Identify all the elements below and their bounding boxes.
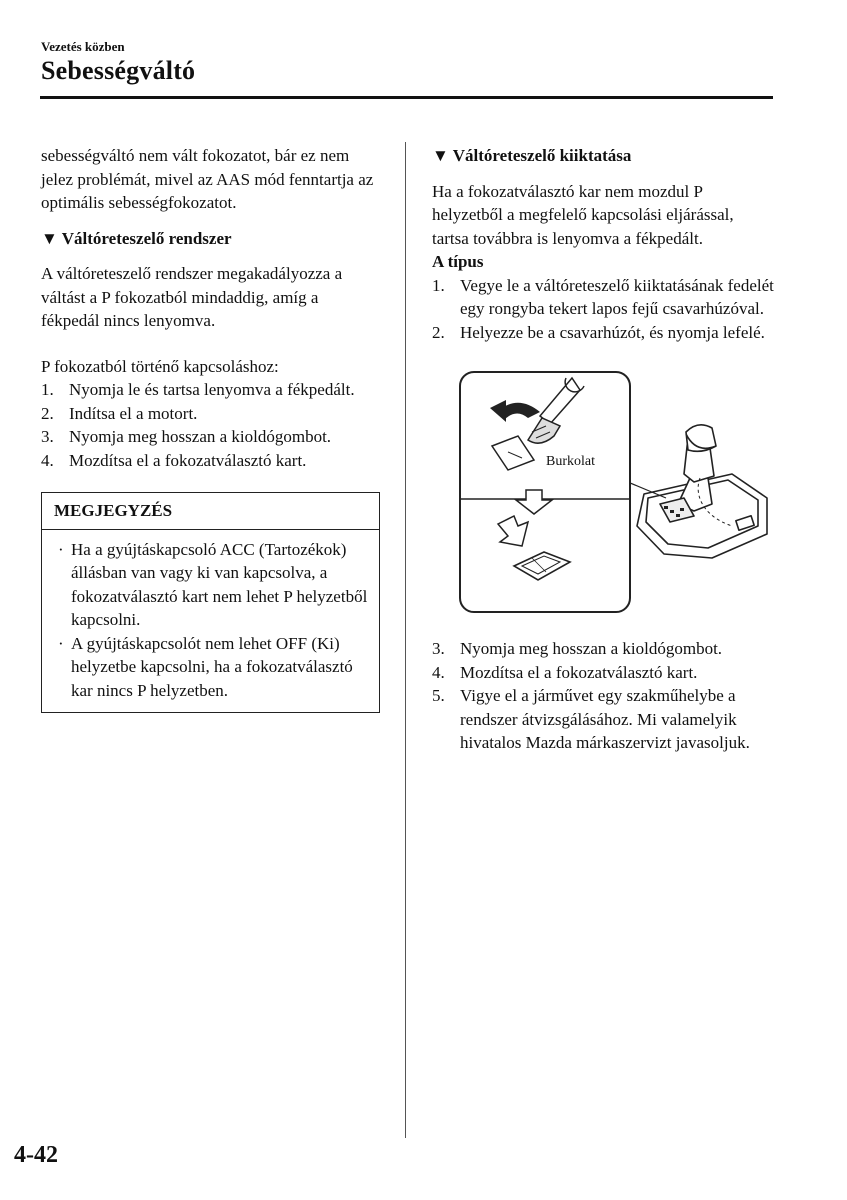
section-label: Vezetés közben	[41, 39, 125, 54]
note-item	[58, 538, 369, 632]
step-number: 3.	[432, 639, 445, 658]
step-text: Nyomja meg hosszan a kioldógombot.	[69, 427, 332, 446]
shift-intro: P fokozatból történő kapcsoláshoz:	[41, 356, 279, 376]
step-text: Mozdítsa el a fokozatválasztó kart.	[460, 662, 698, 682]
note-box	[41, 492, 380, 713]
shift-lock-paragraph: A váltóreteszelő rendszer megakadályozza a váltást a P fokozatból mindaddig, amíg a fékpedál nincs lenyomva.	[41, 264, 343, 330]
type-label: A típus	[432, 252, 484, 271]
note-text: A gyújtáskapcsolót nem lehet OFF (Ki) helyzetbe kapcsolni, ha a fokozatválasztó kar nincs P helyzetben.	[71, 633, 353, 700]
list-item	[41, 425, 376, 449]
step-number: 4.	[41, 450, 54, 470]
list-item	[41, 378, 376, 402]
right-column	[432, 144, 774, 755]
step-number: 3.	[41, 427, 54, 446]
intro-paragraph: sebességváltó nem vált fokozatot, bár ez nem jelez problémát, mivel az AAS mód fenntartja az optimális sebességfokozatot.	[41, 146, 374, 212]
list-item	[432, 661, 774, 685]
step-number: 5.	[432, 686, 445, 705]
note-list	[58, 538, 369, 703]
step-text: Helyezze be a csavarhúzót, és nyomja lefelé.	[460, 322, 765, 342]
page-number: 4-42	[14, 1142, 58, 1168]
step-text: Mozdítsa el a fokozatválasztó kart.	[69, 450, 307, 470]
final-steps-list	[432, 637, 774, 755]
step-number: 1.	[432, 275, 445, 295]
shift-steps-list	[41, 378, 376, 472]
list-item	[41, 402, 376, 426]
override-paragraph: Ha a fokozatválasztó kar nem mozdul P helyzetből a megfelelő kapcsolási eljárással, tartsa továbbra is lenyomva a fékpedált.	[432, 181, 734, 248]
note-item	[58, 632, 369, 703]
step-text: Nyomja meg hosszan a kioldógombot.	[460, 639, 723, 658]
shift-console-icon	[637, 425, 767, 558]
step-text: Vigye el a járművet egy szakműhelybe a rendszer átvizsgálásához. Mi valamelyik hivatalos Mazda márkaszervizt javasoljuk.	[460, 686, 750, 752]
shift-lock-override-figure	[432, 366, 772, 617]
left-column	[41, 144, 376, 713]
list-item	[432, 274, 774, 321]
bullet: ·	[58, 539, 64, 559]
cover-label: Burkolat	[546, 454, 595, 469]
page-title: Sebességváltó	[41, 56, 196, 85]
step-number: 2.	[432, 322, 445, 342]
bullet: ·	[58, 633, 64, 653]
list-item	[41, 449, 376, 473]
list-item	[432, 637, 774, 661]
step-number: 1.	[41, 380, 54, 399]
column-divider	[405, 142, 406, 1138]
step-number: 2.	[41, 403, 54, 423]
override-heading: ▼ Váltóreteszelő kiiktatása	[432, 146, 632, 165]
step-number: 4.	[432, 662, 445, 682]
note-body	[42, 530, 379, 713]
step-text: Nyomja le és tartsa lenyomva a fékpedált.	[69, 380, 355, 399]
title-rule	[40, 96, 773, 99]
list-item	[432, 321, 774, 345]
shift-lock-heading: ▼ Váltóreteszelő rendszer	[41, 228, 232, 248]
note-title: MEGJEGYZÉS	[42, 493, 379, 530]
step-text: Indítsa el a motort.	[69, 403, 198, 423]
figure-illustration	[432, 366, 772, 617]
step-text: Vegye le a váltóreteszelő kiiktatásának fedelét egy rongyba tekert lapos fejű csavarhúzóval.	[460, 275, 774, 318]
override-steps-list	[432, 274, 774, 345]
list-item	[432, 684, 774, 755]
note-text: Ha a gyújtáskapcsoló ACC (Tartozékok) állásban van vagy ki van kapcsolva, a fokozatválasztó kart nem lehet P helyzetből kapcsolni.	[71, 539, 368, 629]
